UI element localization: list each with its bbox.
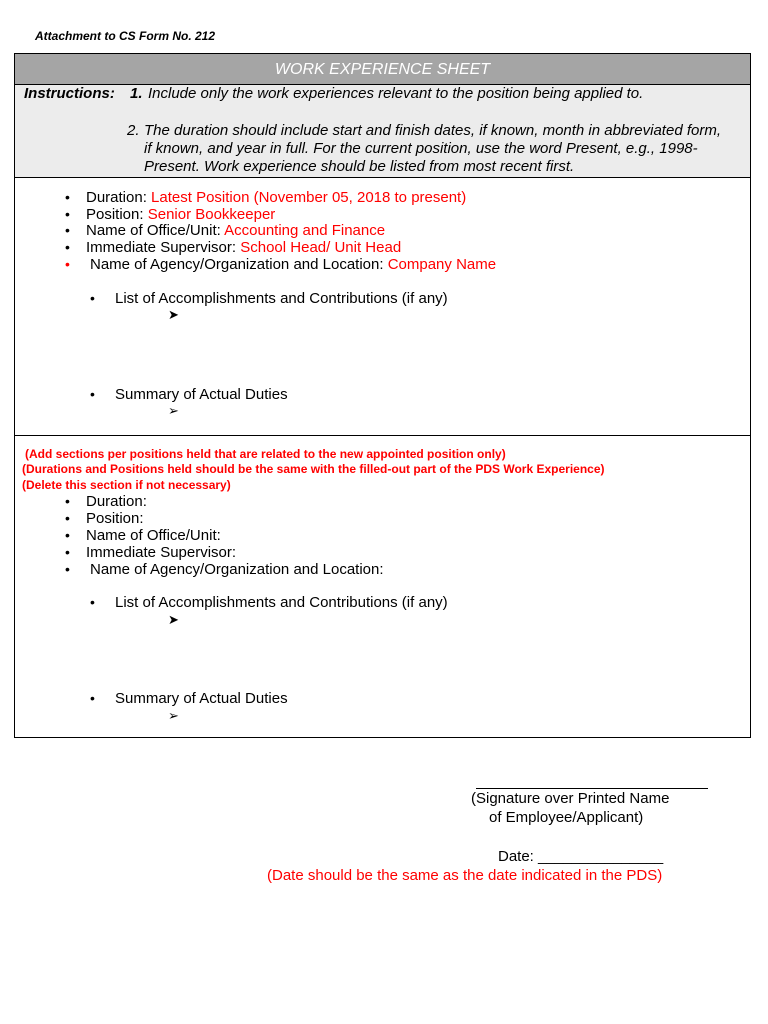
signature-caption-line-1: (Signature over Printed Name [471, 790, 670, 807]
supervisor-label: Immediate Supervisor: [86, 239, 237, 256]
bullet-icon: • [65, 493, 70, 509]
bullet-icon: • [90, 386, 95, 402]
attachment-note: Attachment to CS Form No. 212 [35, 29, 216, 43]
bullet-icon: • [65, 527, 70, 543]
agency-value: Company Name [387, 256, 497, 273]
position-label: Position: [86, 206, 144, 223]
duration-label: Duration: [86, 189, 147, 206]
date-note: (Date should be the same as the date indicated in the PDS) [267, 867, 663, 884]
section-note-1: (Add sections per positions held that are related to the new appointed position only) [25, 447, 506, 461]
office-label-2: Name of Office/Unit: [86, 527, 221, 544]
supervisor-label-2: Immediate Supervisor: [86, 544, 237, 561]
arrow-bullet-icon: ➤ [168, 612, 179, 627]
bullet-icon: • [65, 256, 70, 272]
accomplishments-label: List of Accomplishments and Contributions (if any) [115, 290, 448, 307]
bullet-icon: • [65, 544, 70, 560]
signature-line [476, 788, 708, 789]
date-row [498, 848, 663, 865]
duration-row [86, 189, 466, 206]
instruction-2-line-2: if known, and year in full. For the current position, use the word Present, e.g., 1998- [144, 140, 698, 157]
duties-label: Summary of Actual Duties [115, 386, 288, 403]
bullet-icon: • [65, 189, 70, 205]
bullet-icon: • [90, 690, 95, 706]
position-value: Senior Bookkeeper [147, 206, 276, 223]
instruction-2-number: 2. [127, 122, 140, 139]
section-note-3: (Delete this section if not necessary) [22, 478, 231, 492]
bullet-icon: • [90, 290, 95, 306]
instruction-1-text: Include only the work experiences relevant to the position being applied to. [148, 85, 644, 102]
duration-label-2: Duration: [86, 493, 147, 510]
office-label: Name of Office/Unit: [86, 222, 221, 239]
section-note-2: (Durations and Positions held should be the same with the filled-out part of the PDS Work Experience) [22, 462, 605, 476]
accomplishments-label-2: List of Accomplishments and Contributions (if any) [115, 594, 448, 611]
instruction-2-line-3: Present. Work experience should be listed from most recent first. [144, 158, 575, 175]
instruction-2-line-1: The duration should include start and finish dates, if known, month in abbreviated form, [144, 122, 721, 139]
bullet-icon: • [65, 222, 70, 238]
duration-value: Latest Position (November 05, 2018 to present) [151, 189, 467, 206]
bullet-icon: • [65, 561, 70, 577]
instructions-label: Instructions: [24, 85, 115, 102]
position-label-2: Position: [86, 510, 144, 527]
arrow-outline-icon: ➢ [168, 708, 179, 723]
bullet-icon: • [65, 510, 70, 526]
bullet-icon: • [90, 594, 95, 610]
supervisor-value: School Head/ Unit Head [240, 239, 402, 256]
office-row [86, 222, 385, 239]
supervisor-row [86, 239, 401, 256]
bullet-icon: • [65, 206, 70, 222]
agency-label-2: Name of Agency/Organization and Location: [90, 561, 384, 578]
duties-label-2: Summary of Actual Duties [115, 690, 288, 707]
position-row [86, 206, 275, 223]
instruction-1-number: 1. [130, 85, 143, 102]
agency-row [90, 256, 496, 273]
date-label: Date: [498, 848, 534, 865]
date-blank: _______________ [538, 848, 664, 865]
bullet-icon: • [65, 239, 70, 255]
arrow-bullet-icon: ➤ [168, 307, 179, 322]
arrow-outline-icon: ➢ [168, 403, 179, 418]
sheet-title: WORK EXPERIENCE SHEET [15, 54, 750, 85]
agency-label: Name of Agency/Organization and Location: [90, 256, 384, 273]
office-value: Accounting and Finance [224, 222, 386, 239]
signature-caption-line-2: of Employee/Applicant) [489, 809, 644, 826]
